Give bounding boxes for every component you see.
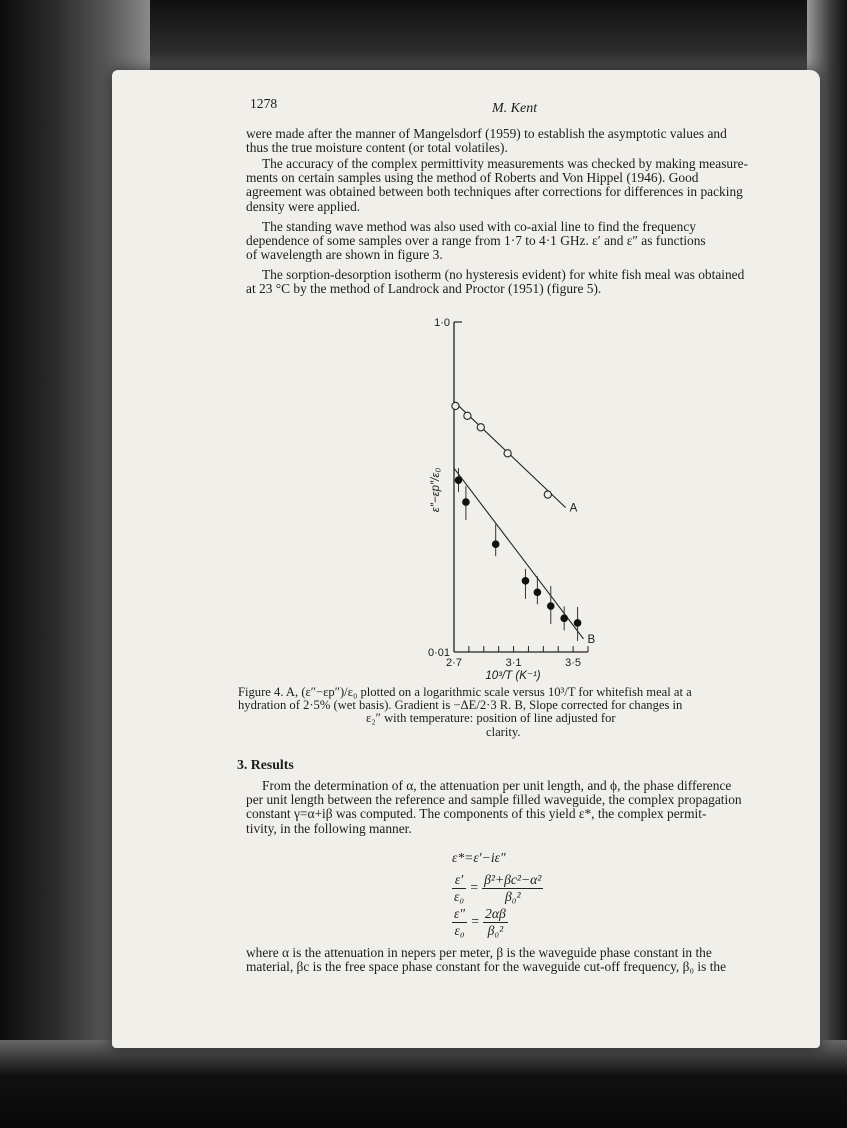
data-point-A [452, 402, 459, 409]
equation-permittivity: ε*=ε′−iε″ [452, 850, 506, 865]
text-line: The standing wave method was also used with co-axial line to find the frequency [262, 219, 696, 234]
section-heading: 3. Results [237, 757, 294, 772]
caption-line: ε₂″ with temperature: position of line adjusted for [366, 711, 616, 726]
text-line: agreement was obtained between both techniques after corrections for differences in packing [246, 184, 743, 200]
series-label-A: A [569, 502, 578, 515]
text-line: The accuracy of the complex permittivity measurements was checked by making measure- [262, 156, 748, 171]
running-head: M. Kent [492, 101, 538, 116]
text-line: of wavelength are shown in figure 3. [246, 247, 443, 263]
text-line: per unit length between the reference and sample filled waveguide, the complex propagation [246, 792, 742, 808]
data-point-B [574, 619, 582, 627]
text-line: were made after the manner of Mangelsdorf (1959) to establish the asymptotic values and [246, 126, 727, 141]
numerator: 2αβ [485, 906, 506, 921]
x-tick-label: 2·7 [446, 657, 462, 669]
fraction [483, 906, 508, 939]
numerator: ε′ [452, 872, 466, 889]
y-tick-label: 1·0 [434, 317, 450, 329]
text-line: tivity, in the following manner. [246, 820, 412, 836]
equation-imaginary-part [452, 906, 508, 939]
figure-caption [238, 686, 774, 739]
x-tick-label: 3·1 [505, 657, 522, 669]
data-point-B [547, 602, 555, 610]
y-tick-label: 0·01 [427, 647, 450, 659]
y-axis-label: ε″−εp″/ε₀ [430, 467, 442, 513]
page-number: 1278 [250, 96, 278, 111]
numerator: β²+βc²−α² [484, 872, 542, 887]
denominator: β₀² [504, 889, 521, 904]
x-axis-label: 10³/T (K⁻¹) [485, 670, 541, 682]
x-tick-label: 3·5 [565, 657, 582, 669]
chart-plot [452, 401, 596, 645]
text-line: where α is the attenuation in nepers per meter, β is the waveguide phase constant in the [246, 945, 712, 960]
text-line: at 23 °C by the method of Landrock and Proctor (1951) (figure 5). [246, 281, 602, 297]
text-line: The sorption-desorption isotherm (no hysteresis evident) for white fish meal was obtained [262, 267, 745, 282]
text-line: constant γ=α+iβ was computed. The components of this yield ε*, the complex permit- [246, 806, 707, 822]
data-point-A [464, 412, 471, 419]
data-point-B [560, 615, 568, 623]
data-point-B [492, 540, 500, 548]
text-line: material, βc is the free space phase constant for the waveguide cut-off frequency, β₀ is the [246, 959, 727, 975]
equals-sign: = [469, 879, 479, 895]
fraction [452, 872, 466, 905]
series-label-B: B [587, 633, 596, 646]
paragraph-6 [246, 946, 776, 974]
data-point-A [544, 491, 551, 498]
text-line: dependence of some samples over a range from 1·7 to 4·1 GHz. ε′ and ε″ as functions [246, 233, 706, 249]
text-line: From the determination of α, the attenuation per unit length, and ϕ, the phase difference [262, 778, 732, 793]
data-point-B [522, 577, 530, 585]
data-point-B [455, 476, 463, 484]
numerator: ε″ [454, 906, 466, 921]
fraction [452, 906, 467, 939]
text-line: thus the true moisture content (or total volatiles). [246, 140, 508, 156]
text-line: ments on certain samples using the method of Roberts and Von Hippel (1946). Good [246, 170, 699, 186]
denominator: ε₀ [454, 923, 465, 938]
scan-bottom-shadow [0, 1040, 847, 1128]
data-point-A [504, 450, 511, 457]
fraction [482, 872, 543, 905]
text-line: density were applied. [246, 198, 361, 214]
data-point-A [477, 424, 484, 431]
equation-real-part [452, 872, 543, 905]
caption-line: Figure 4. A, (ε″−εp″)/ε₀ plotted on a logarithmic scale versus 10³/T for whitefish meal at a [238, 685, 692, 699]
caption-line: clarity. [486, 724, 521, 739]
denominator: ε₀ [454, 889, 465, 904]
equals-sign: = [470, 913, 480, 929]
data-point-B [534, 589, 542, 597]
caption-line: hydration of 2·5% (wet basis). Gradient is −ΔE/2·3 R. B, Slope corrected for changes in [238, 698, 683, 713]
data-point-B [462, 498, 470, 506]
denominator: β₀² [487, 923, 504, 938]
paragraph-5 [246, 779, 776, 836]
